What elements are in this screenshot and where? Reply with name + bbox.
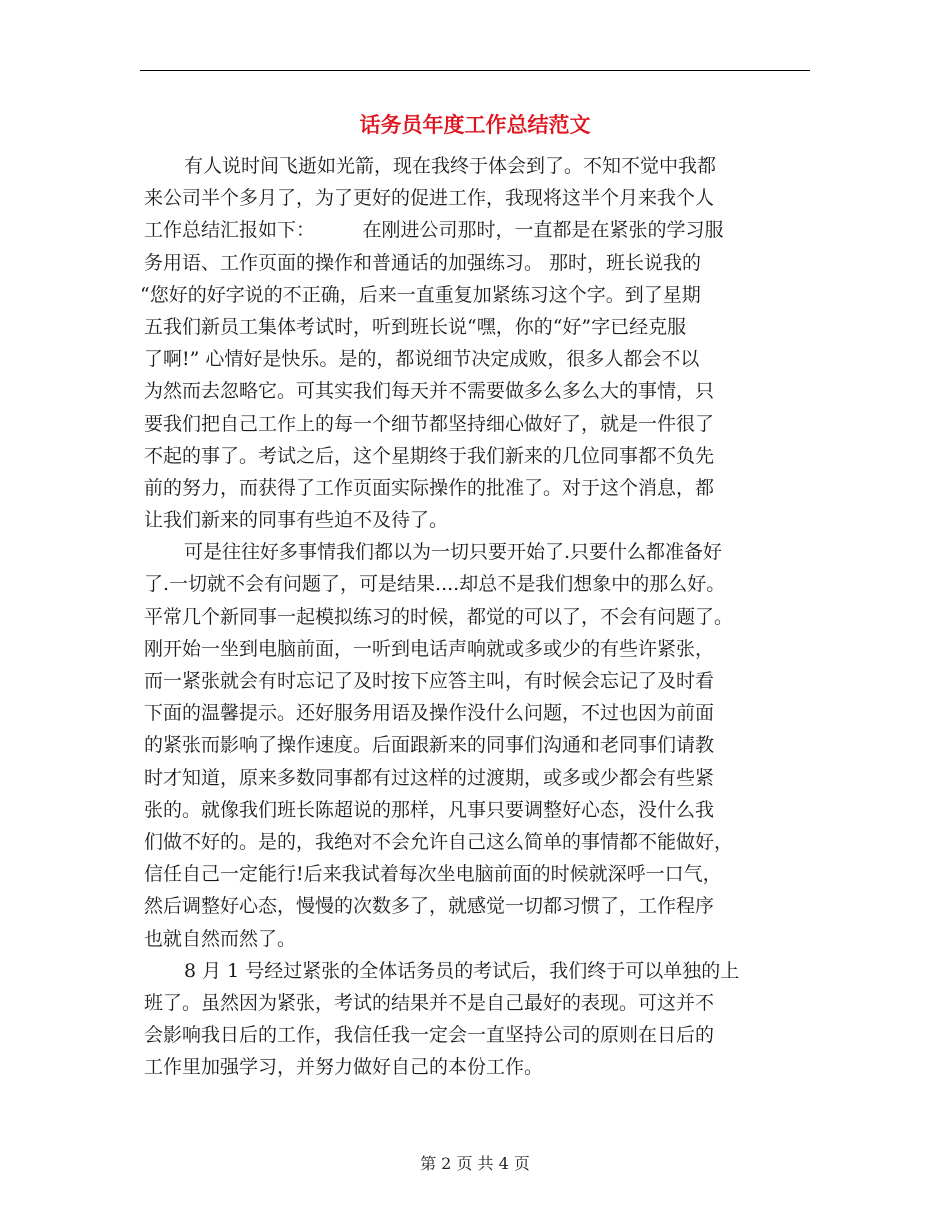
body-line-08: 为然而去忽略它。可其实我们每天并不需要做多么多么大的事情，只 — [144, 380, 715, 403]
body-line-04: 务用语、工作页面的操作和普通话的加强练习。 那时，班长说我的 — [144, 251, 702, 274]
body-line-03: 工作总结汇报如下： 在刚进公司那时，一直都是在紧张的学习服 — [144, 219, 724, 242]
body-line-20: 时才知道，原来多数同事都有过这样的过渡期，或多或少都会有些紧 — [144, 766, 715, 789]
header-rule — [140, 70, 810, 71]
body-line-28: 会影响我日后的工作，我信任我一定会一直坚持公司的原则在日后的 — [144, 1024, 715, 1047]
body-line-02: 来公司半个多月了，为了更好的促进工作，我现将这半个月来我个人 — [144, 187, 715, 210]
body-line-01: 有人说时间飞逝如光箭，现在我终于体会到了。不知不觉中我都 — [184, 155, 717, 177]
body-line-16: 刚开始一坐到电脑前面，一听到电话声响就或多或少的有些许紧张， — [144, 637, 715, 660]
body-line-27: 班了。虽然因为紧张，考试的结果并不是自己最好的表现。可这并不 — [144, 991, 715, 1014]
body-line-22: 们做不好的。是的，我绝对不会允许自己这么简单的事情都不能做好， — [144, 830, 734, 853]
body-line-11: 前的努力，而获得了工作页面实际操作的批准了。对于这个消息，都 — [144, 476, 715, 499]
body-line-09: 要我们把自己工作上的每一个细节都坚持细心做好了，就是一件很了 — [144, 412, 715, 435]
body-line-10: 不起的事了。考试之后，这个星期终于我们新来的几位同事都不负先 — [144, 444, 715, 467]
body-line-07: 了啊!” 心情好是快乐。是的，都说细节决定成败，很多人都会不以 — [144, 348, 700, 371]
body-line-15: 平常几个新同事一起模拟练习的时候，都觉的可以了，不会有问题了。 — [144, 605, 734, 628]
body-line-14: 了.一切就不会有问题了，可是结果....却总不是我们想象中的那么好。 — [144, 573, 726, 596]
body-line-25: 也就自然而然了。 — [144, 927, 297, 950]
body-line-13: 可是往往好多事情我们都以为一切只要开始了.只要什么都准备好 — [184, 541, 723, 564]
document-title: 话务员年度工作总结范文 — [359, 112, 591, 137]
body-line-12: 让我们新来的同事有些迫不及待了。 — [144, 509, 449, 532]
document-body — [140, 150, 814, 1083]
body-line-26: 8 月 1 号经过紧张的全体话务员的考试后，我们终于可以单独的上 — [184, 959, 740, 982]
body-line-17: 而一紧张就会有时忘记了及时按下应答主叫，有时候会忘记了及时看 — [144, 670, 715, 692]
body-line-23: 信任自己一定能行!后来我试着每次坐电脑前面的时候就深呼一口气， — [144, 863, 722, 886]
body-line-19: 的紧张而影响了操作速度。后面跟新来的同事们沟通和老同事们请教 — [144, 734, 715, 757]
body-line-21: 张的。就像我们班长陈超说的那样，凡事只要调整好心态，没什么我 — [144, 798, 715, 821]
body-line-24: 然后调整好心态，慢慢的次数多了，就感觉一切都习惯了，工作程序 — [144, 895, 715, 918]
body-line-05: “您好的好字说的不正确，后来一直重复加紧练习这个字。到了星期 — [140, 283, 701, 306]
body-line-18: 下面的温馨提示。还好服务用语及操作没什么问题，不过也因为前面 — [144, 702, 715, 725]
body-line-29: 工作里加强学习，并努力做好自己的本份工作。 — [144, 1056, 544, 1079]
page-number-footer: 第 2 页 共 4 页 — [420, 1154, 530, 1173]
body-line-06: 五我们新员工集体考试时，听到班长说“嘿，你的“好”字已经克服 — [144, 315, 687, 338]
